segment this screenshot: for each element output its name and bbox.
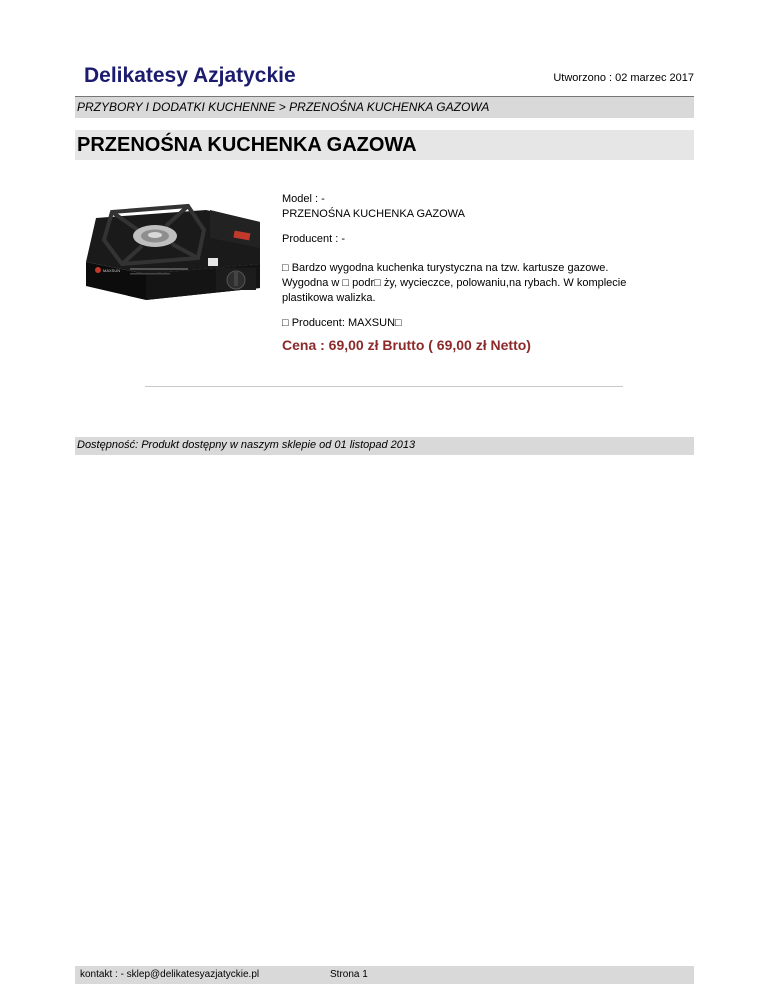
product-details xyxy=(282,192,682,331)
description-line-1: □ Bardzo wygodna kuchenka turystyczna na tzw. kartusze gazowe. xyxy=(282,262,609,274)
description-line-3: plastikowa walizka. xyxy=(282,292,376,304)
page-number: Strona 1 xyxy=(330,969,368,980)
store-name: Delikatesy Azjatyckie xyxy=(84,64,296,87)
footer-contact: kontakt : - sklep@delikatesyazjatyckie.pl xyxy=(80,969,260,980)
section-divider xyxy=(145,386,623,387)
breadcrumb: PRZYBORY I DODATKI KUCHENNE > PRZENOŚNA KUCHENKA GAZOWA xyxy=(75,97,694,118)
model-line: Model : - xyxy=(282,193,325,205)
producer-line: Producent : - xyxy=(282,233,345,245)
product-price: Cena : 69,00 zł Brutto ( 69,00 zł Netto) xyxy=(282,337,531,353)
footer xyxy=(75,966,694,984)
availability-info: Dostępność: Produkt dostępny w naszym sklepie od 01 listopad 2013 xyxy=(75,437,694,455)
created-date: Utworzono : 02 marzec 2017 xyxy=(553,72,694,84)
product-image xyxy=(78,188,266,304)
stove-brand-label: MAXSUN xyxy=(103,268,121,273)
page-title: PRZENOŚNA KUCHENKA GAZOWA xyxy=(77,134,417,156)
product-name: PRZENOŚNA KUCHENKA GAZOWA xyxy=(282,208,465,220)
producer-detail: □ Producent: MAXSUN□ xyxy=(282,317,402,329)
description-line-2: Wygodna w □ podr□ ży, wycieczce, polowaniu,na rybach. W komplecie xyxy=(282,277,627,289)
page-title-bar xyxy=(75,130,694,160)
